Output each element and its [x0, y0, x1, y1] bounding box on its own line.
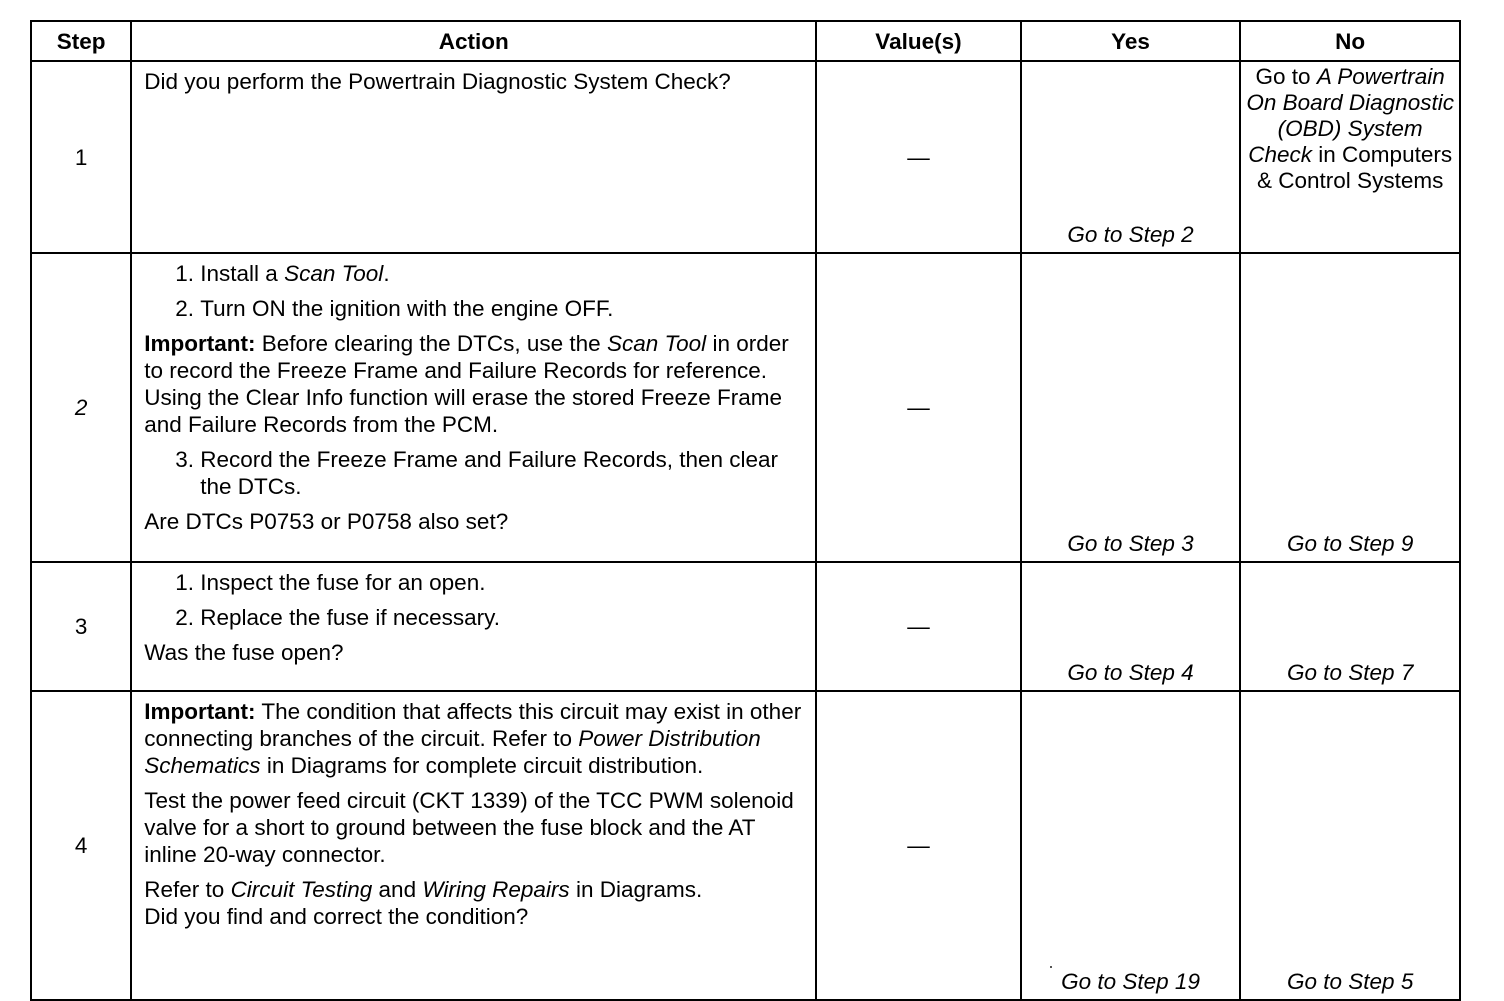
note-text: in order to record the Freeze Frame and Failure Records for reference. Using the Clear Info function will erase the stored Freeze Frame and Failure Records from the PCM. — [144, 331, 789, 437]
table-row — [31, 61, 1460, 253]
action-steps-list — [144, 260, 805, 322]
no-cell — [1240, 61, 1460, 253]
circuit-testing-link[interactable]: Circuit Testing — [230, 877, 373, 902]
important-label: Important: — [144, 331, 256, 356]
important-label: Important: — [144, 699, 256, 724]
action-text: Install a — [200, 261, 285, 286]
table-row — [31, 253, 1460, 562]
header-action: Action — [131, 21, 816, 61]
no-goto-link[interactable]: Go to Step 9 — [1240, 253, 1460, 562]
no-goto-link[interactable]: Go to Step 7 — [1240, 562, 1460, 691]
no-suffix: in Computers & Control Systems — [1257, 142, 1453, 193]
table-row — [31, 691, 1460, 1000]
wiring-repairs-link[interactable]: Wiring Repairs — [422, 877, 570, 902]
value-cell: — — [816, 61, 1021, 253]
diagnostic-table — [30, 20, 1461, 1001]
note-text: The condition that affects this circuit may exist in other connecting branches of the circuit. Refer to — [144, 699, 802, 751]
action-cell — [131, 562, 816, 691]
no-prefix: Go to — [1255, 64, 1317, 89]
action-steps-list — [144, 446, 805, 500]
action-steps-list — [144, 569, 805, 631]
action-text: . — [383, 261, 390, 286]
value-cell: — — [816, 691, 1021, 1000]
header-values: Value(s) — [816, 21, 1021, 61]
list-item: 2. Turn ON the ignition with the engine OFF. — [200, 295, 805, 322]
yes-goto-link[interactable]: Go to Step 3 — [1021, 253, 1241, 562]
scan-tool-link[interactable]: Scan Tool — [284, 261, 384, 286]
header-yes: Yes — [1021, 21, 1241, 61]
refer-instruction — [144, 876, 805, 903]
action-cell — [131, 691, 816, 1000]
no-goto-link[interactable]: Go to Step 5 — [1240, 691, 1460, 1000]
list-item: 1. Inspect the fuse for an open. — [200, 569, 805, 596]
note-text: in Diagrams for complete circuit distribution. — [260, 753, 704, 778]
step-number: 4 — [31, 691, 131, 1000]
scan-artifact-dot — [1050, 966, 1052, 968]
action-question: Did you find and correct the condition? — [144, 904, 529, 929]
refer-text: Refer to — [144, 877, 231, 902]
action-cell — [131, 61, 816, 253]
obd-system-check-link[interactable]: A Powertrain On Board Diagnostic (OBD) System Check — [1246, 64, 1454, 167]
value-cell: — — [816, 562, 1021, 691]
power-distribution-schematics-link[interactable]: Power Distribution Schematics — [144, 726, 761, 778]
yes-goto-link[interactable]: Go to Step 4 — [1021, 562, 1241, 691]
step-number: 2 — [31, 253, 131, 562]
action-cell — [131, 253, 816, 562]
action-question: Was the fuse open? — [144, 640, 344, 665]
list-item: 3. Record the Freeze Frame and Failure Records, then clear the DTCs. — [200, 446, 805, 500]
scan-tool-link[interactable]: Scan Tool — [606, 331, 707, 356]
header-step: Step — [31, 21, 131, 61]
list-item — [200, 260, 805, 287]
important-note — [144, 330, 805, 438]
table-header-row — [31, 21, 1460, 61]
yes-goto-link[interactable]: Go to Step 19 — [1021, 691, 1241, 1000]
list-item: 2. Replace the fuse if necessary. — [200, 604, 805, 631]
value-cell: — — [816, 253, 1021, 562]
note-text: Before clearing the DTCs, use the — [255, 331, 607, 356]
step-number: 3 — [31, 562, 131, 691]
test-instruction: Test the power feed circuit (CKT 1339) of the TCC PWM solenoid valve for a short to ground between the fuse block and the AT inline 20-way connector. — [144, 788, 794, 867]
yes-goto-link[interactable]: Go to Step 2 — [1021, 61, 1241, 253]
table-row — [31, 562, 1460, 691]
action-question: Did you perform the Powertrain Diagnostic System Check? — [144, 69, 731, 94]
header-no: No — [1240, 21, 1460, 61]
refer-text: and — [372, 877, 423, 902]
step-number: 1 — [31, 61, 131, 253]
refer-text: in Diagrams. — [569, 877, 703, 902]
action-question: Are DTCs P0753 or P0758 also set? — [144, 509, 509, 534]
important-note — [144, 698, 805, 779]
